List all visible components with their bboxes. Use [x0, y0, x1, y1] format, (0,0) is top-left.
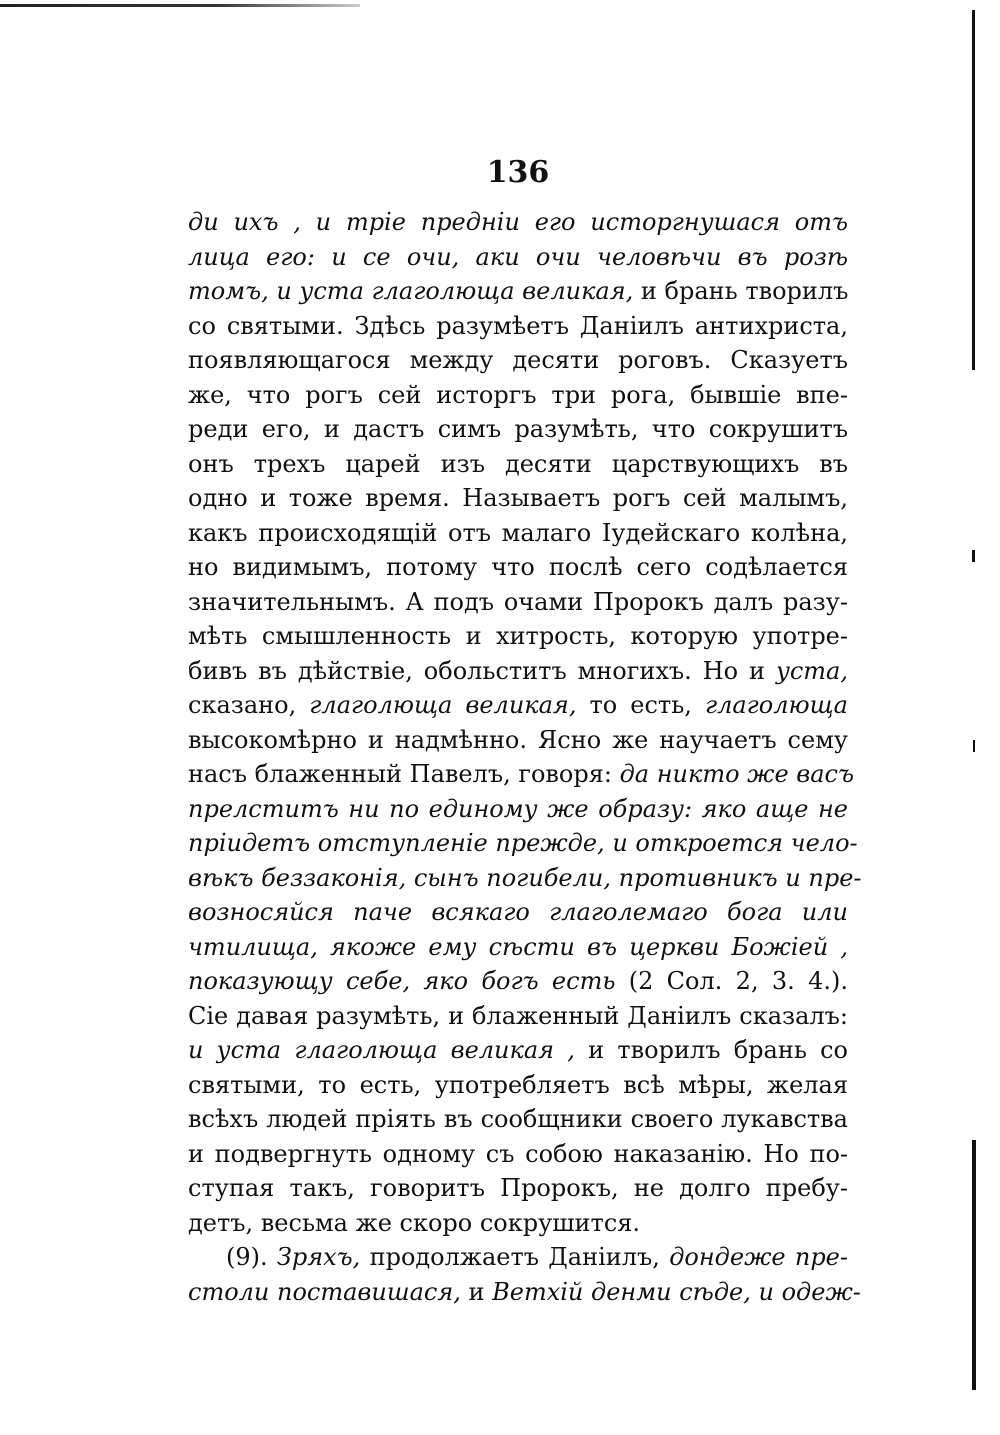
italic-quote-span: глаголюща: [704, 691, 848, 719]
italic-quote-span: да никто же васъ: [619, 760, 854, 788]
text-line: [188, 447, 848, 482]
text-line: [188, 688, 848, 723]
text-span: же, что рогъ сей исторгъ три рога, бывшіе впе-: [188, 380, 848, 409]
text-span: онъ трехъ царей изъ десяти царствующихъ въ: [188, 449, 848, 478]
text-span: мѣть смышленность и хитрость, которую употре-: [188, 622, 848, 650]
text-line: [188, 1206, 848, 1241]
text-line: [188, 309, 848, 344]
text-line: [188, 1137, 848, 1172]
text-line: [188, 1171, 848, 1206]
text-line: [188, 930, 848, 965]
italic-quote-span: столи поставишася,: [188, 1277, 461, 1306]
text-line: [188, 585, 848, 620]
body-text: [188, 205, 862, 1309]
text-span: значительнымъ. А подъ очами Пророкъ далъ разу-: [188, 587, 848, 616]
scan-edge-mark: [972, 1140, 976, 1390]
text-line: [188, 999, 848, 1034]
text-span: сказано,: [188, 691, 310, 719]
italic-quote-span: показующу себе, яко богъ есть: [188, 967, 616, 995]
scan-edge-mark: [972, 10, 975, 370]
text-span: и брань творилъ: [633, 277, 849, 305]
text-span: высокомѣрно и надмѣнно. Ясно же научаетъ сему: [188, 725, 848, 754]
italic-quote-span: чтилища, якоже ему сѣсти въ церкви Божіей ,: [188, 932, 848, 961]
text-line: [188, 1275, 861, 1310]
text-line: [188, 861, 862, 896]
text-span: и подвергнуть одному съ собою наказанію. Но по-: [188, 1139, 848, 1168]
italic-quote-span: Зряхъ,: [276, 1243, 361, 1271]
text-span: но видимымъ, потому что послѣ сего содѣлается: [188, 553, 848, 581]
text-span: ступая такъ, говоритъ Пророкъ, не долго пребу-: [188, 1174, 848, 1202]
text-line: [188, 550, 848, 585]
text-span: детъ, весьма же скоро сокрушится.: [188, 1208, 641, 1237]
text-line: [188, 412, 848, 447]
text-span: и творилъ брань со: [574, 1036, 848, 1064]
italic-quote-span: пріидетъ отступленіе прежде, и откроется чело-: [188, 829, 858, 857]
italic-quote-span: ди ихъ , и тріе предніи его исторгнушася отъ: [188, 208, 848, 236]
italic-quote-span: лица его: и се очи, аки очи человѣчи въ розѣ: [188, 242, 848, 271]
text-line: [188, 1068, 848, 1103]
text-span: появляющагося между десяти роговъ. Сказуетъ: [188, 346, 848, 374]
text-line: [188, 1033, 848, 1068]
italic-quote-span: глаголюща великая,: [309, 691, 577, 719]
scan-edge-mark: [973, 740, 975, 752]
text-span: со святыми. Здѣсь разумѣетъ Даніилъ антихриста,: [188, 311, 848, 340]
text-line: [188, 792, 848, 827]
text-line: [188, 723, 848, 758]
text-span: одно и тоже время. Называетъ рогъ сей малымъ,: [188, 484, 848, 512]
text-span: насъ блаженный Павелъ, говоря:: [188, 760, 620, 788]
italic-quote-span: дондеже пре-: [669, 1243, 848, 1271]
text-span: (9).: [226, 1243, 277, 1271]
text-span: Сіе давая разумѣть, и блаженный Даніилъ сказалъ:: [188, 1001, 848, 1030]
italic-quote-span: Ветхій денми сѣде, и одеж-: [492, 1277, 861, 1306]
text-line: [188, 205, 848, 240]
text-span: реди его, и дастъ симъ разумѣть, что сокрушитъ: [188, 415, 848, 443]
text-span: святыми, то есть, употребляетъ всѣ мѣры, желая: [188, 1070, 848, 1099]
scan-edge-mark: [972, 550, 975, 562]
text-line: [188, 240, 848, 275]
text-line: [188, 516, 848, 551]
text-line: [188, 619, 848, 654]
text-span: всѣхъ людей пріять въ сообщники своего лукавства: [188, 1105, 848, 1133]
text-line: [188, 826, 858, 861]
text-line: [188, 1240, 848, 1275]
italic-quote-span: возносяйся паче всякаго глаголемаго бога или: [188, 898, 848, 926]
text-line: [188, 895, 848, 930]
text-span: бивъ въ дѣйствіе, обольститъ многихъ. Но и: [188, 656, 776, 685]
text-span: и: [460, 1277, 493, 1306]
italic-quote-span: вѣкъ беззаконія, сынъ погибели, противникъ и пре-: [188, 863, 862, 892]
text-line: [188, 964, 848, 999]
italic-quote-span: и уста глаголюща великая ,: [188, 1036, 575, 1064]
italic-quote-span: уста,: [775, 656, 848, 685]
text-line: [188, 274, 848, 309]
text-line: [188, 654, 848, 689]
text-span: продолжаетъ Даніилъ,: [360, 1243, 670, 1271]
text-line: [188, 1102, 848, 1137]
text-line: [188, 481, 848, 516]
text-line: [188, 378, 848, 413]
text-span: какъ происходящій отъ малаго Іудейскаго колѣна,: [188, 518, 848, 547]
scan-top-edge: [0, 4, 360, 7]
text-span: то есть,: [576, 691, 705, 719]
page-number: 136: [486, 155, 550, 190]
text-line: [188, 343, 848, 378]
text-span: (2 Сол. 2, 3. 4.).: [615, 967, 849, 995]
italic-quote-span: прелститъ ни по единому же образу: яко аще не: [188, 794, 848, 823]
italic-quote-span: томъ, и уста глаголюща великая,: [188, 277, 634, 305]
text-line: [188, 757, 854, 792]
